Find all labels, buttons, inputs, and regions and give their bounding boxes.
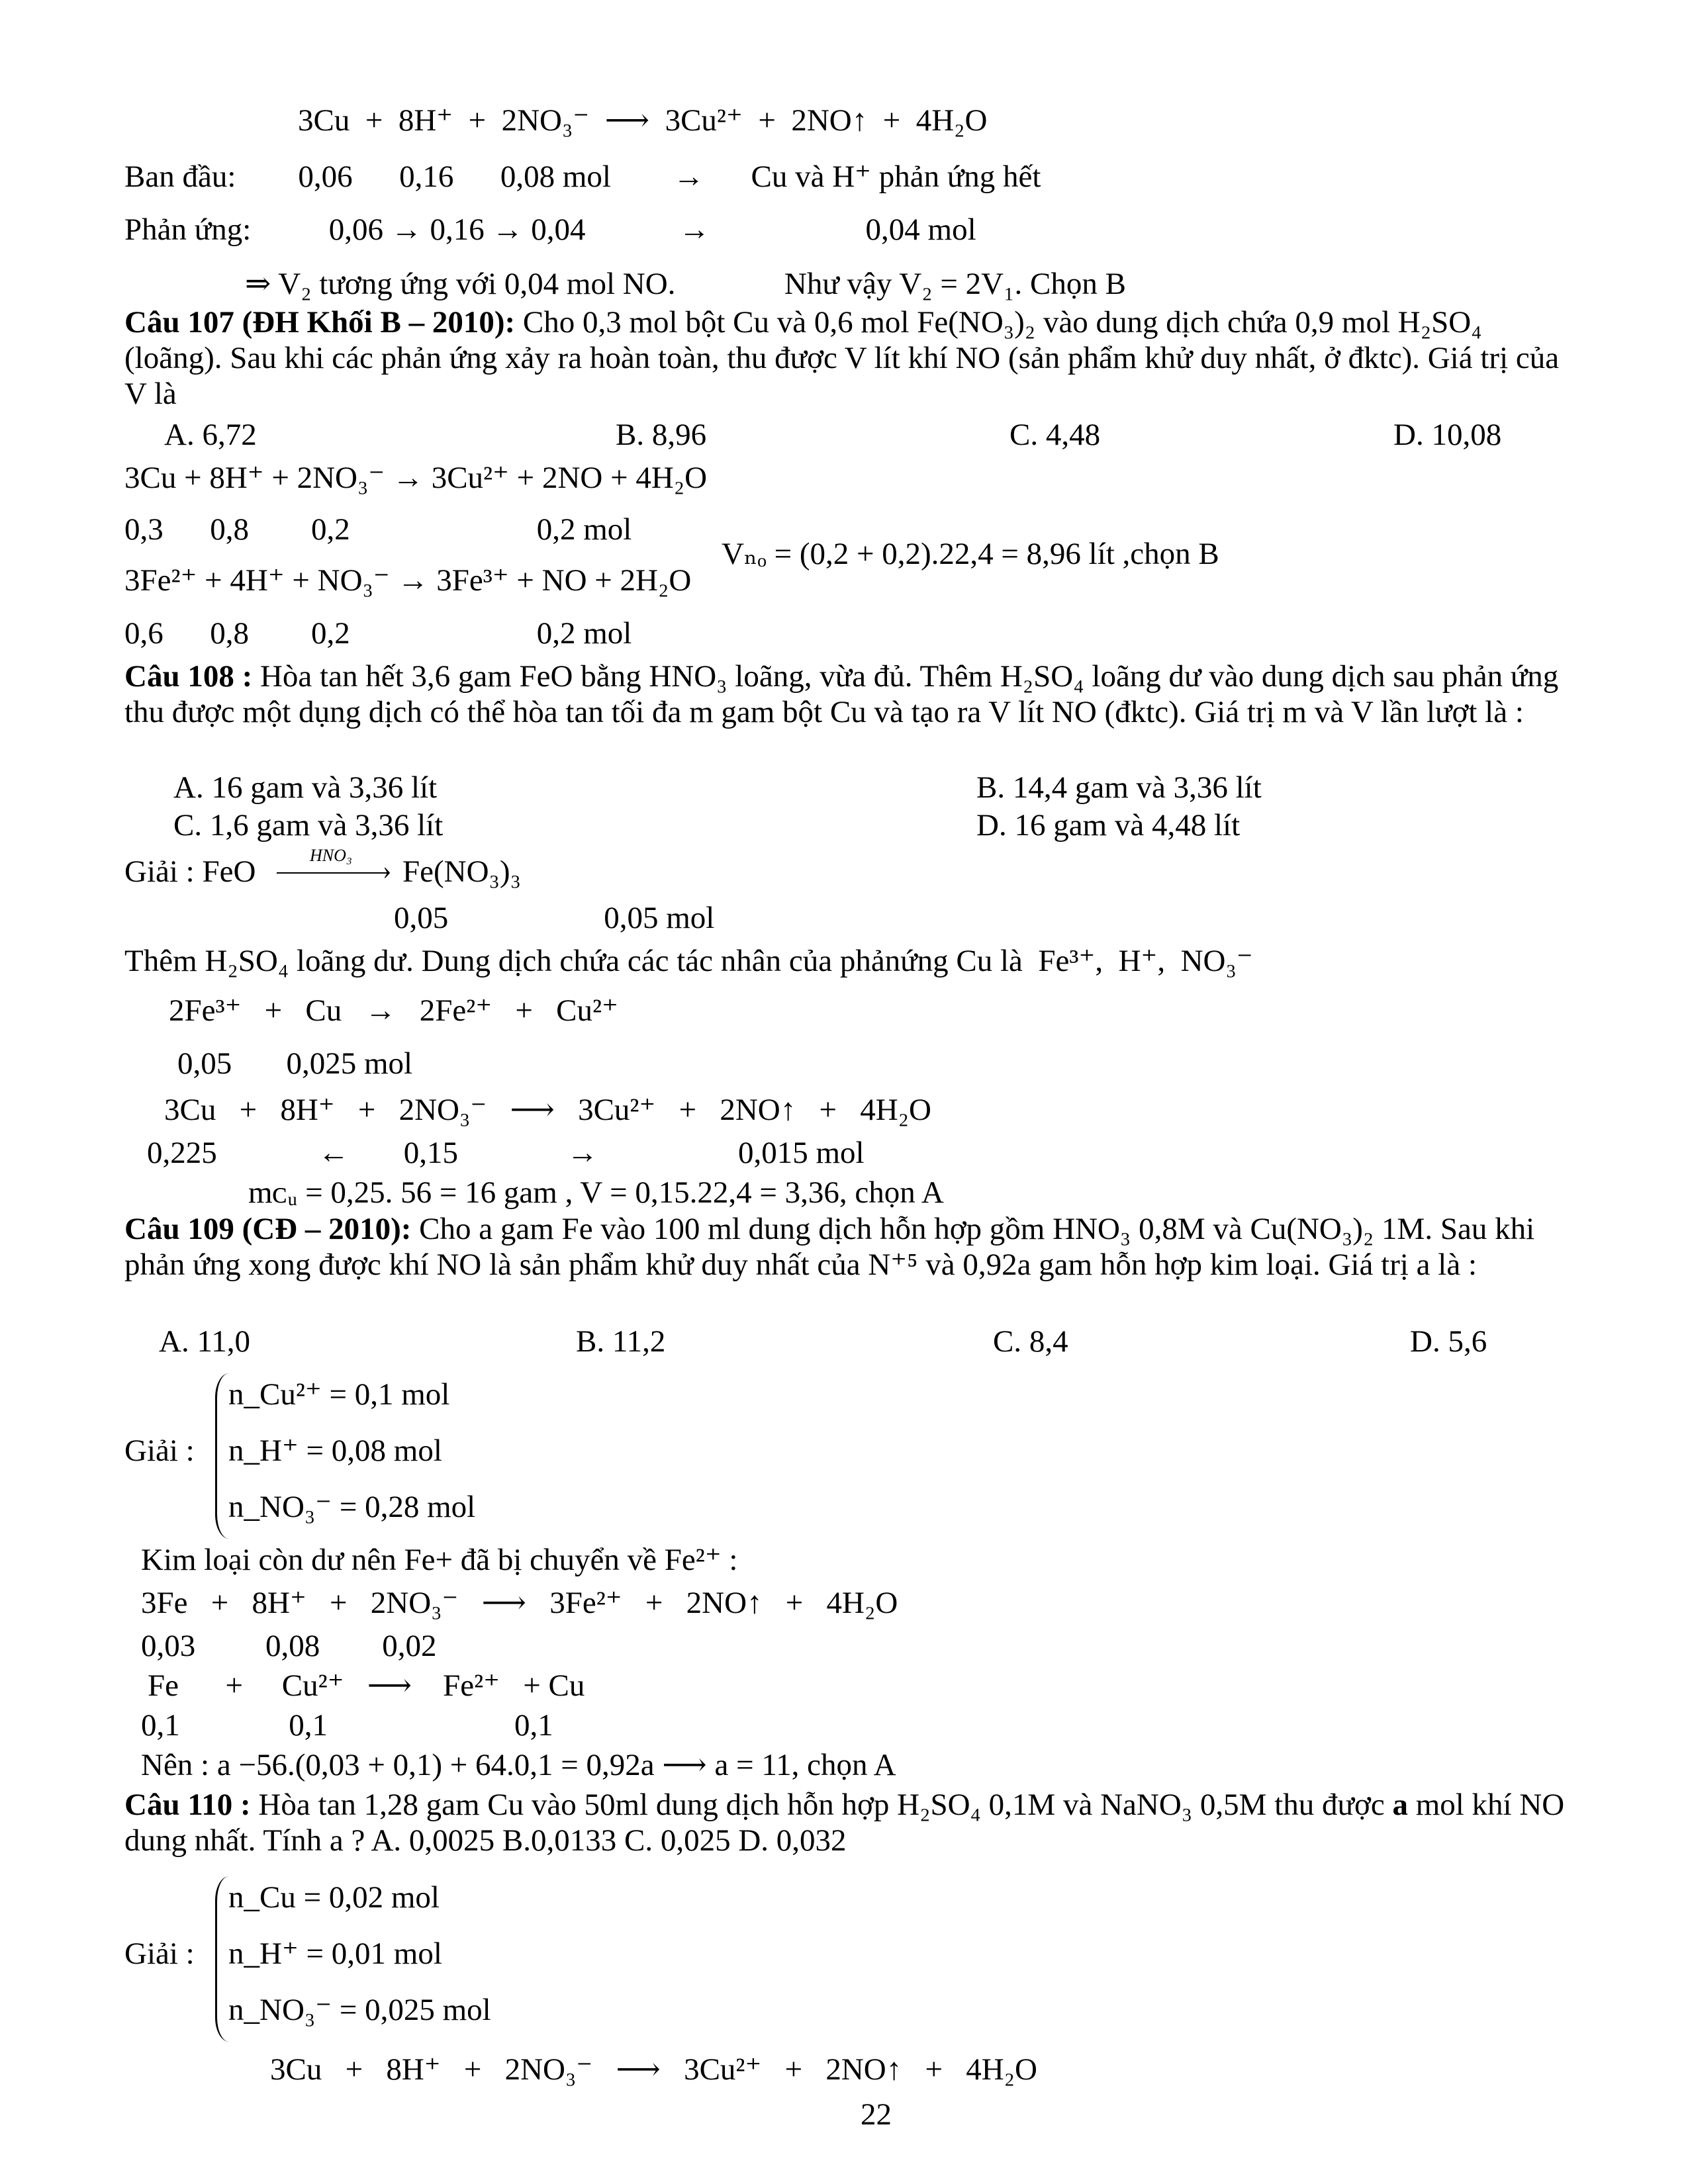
q107-option-a: A. 6,72 [164, 418, 257, 452]
q108-solution-values: 0,05 0,05 mol [394, 901, 715, 935]
q109-equation-2: Fe + Cu²⁺ ⟶ Fe²⁺ + Cu [148, 1668, 585, 1703]
q109-statement [124, 1211, 1581, 1283]
q109-system-cu: n_Cu²⁺ = 0,1 mol [228, 1377, 450, 1412]
q110-system-brace [215, 1876, 229, 2042]
q108-add-text: Thêm H₂SO₄ loãng dư. Dung dịch chứa các tác nhân của phảnứng Cu là Fe³⁺, H⁺, NO₃⁻ [124, 944, 1253, 978]
q107-option-c: C. 4,48 [1009, 418, 1101, 452]
q109-equation-1-values: 0,03 0,08 0,02 [141, 1629, 437, 1663]
q108-reaction-arrow [277, 872, 389, 874]
q108-arrow-head-icon: › [383, 855, 392, 885]
q108-arrow-label: HNO₃ [310, 846, 352, 865]
q108-solution-prefix: Giải : FeO [124, 854, 256, 889]
q107-text: Cho 0,3 mol bột Cu và 0,6 mol Fe(NO₃)₂ vào dung dịch chứa 0,9 mol H₂SO₄ (loãng). Sau khi các phản ứng xảy ra hoàn toàn, thu được V lít khí NO (sản phẩm khử duy nhất, ở đktc). Giá trị của V là [124, 305, 1560, 412]
q108-statement [124, 659, 1581, 730]
top-conclusion: ⇒ V₂ tương ứng với 0,04 mol NO. Như vậy V₂ = 2V₁. Chọn B [245, 267, 1126, 301]
q107-statement [124, 304, 1581, 412]
page-number: 22 [861, 2097, 892, 2132]
q108-option-d: D. 16 gam và 4,48 lít [976, 808, 1241, 842]
q109-label: Câu 109 (CĐ – 2010): [124, 1212, 412, 1246]
q109-option-b: B. 11,2 [576, 1324, 666, 1359]
q110-statement [124, 1787, 1594, 1858]
q108-result: mᴄᵤ = 0,25. 56 = 16 gam , V = 0,15.22,4 = 3,36, chọn A [248, 1175, 944, 1210]
q107-label: Câu 107 (ĐH Khối B – 2010): [124, 305, 516, 340]
q109-option-d: D. 5,6 [1410, 1324, 1487, 1359]
q108-option-c: C. 1,6 gam và 3,36 lít [173, 808, 444, 842]
q108-text: Hòa tan hết 3,6 gam FeO bằng HNO₃ loãng, vừa đủ. Thêm H₂SO₄ loãng dư vào dung dịch sau phản ứng thu được một dụng dịch có thể hòa tan tối đa m gam bột Cu và tạo ra V lít NO (đktc). Giá trị m và V lần lượt là : [124, 659, 1559, 730]
q108-equation-2-values: 0,225 ← 0,15 → 0,015 mol [147, 1136, 865, 1170]
q108-option-b: B. 14,4 gam và 3,36 lít [976, 770, 1262, 805]
q108-option-a: A. 16 gam và 3,36 lít [173, 770, 438, 805]
q110-solution-label: Giải : [124, 1936, 195, 1971]
q110-text-2: mol khí NO dung nhất. Tính a ? A. 0,0025 B.0,0133 C. 0,025 D. 0,032 [124, 1788, 1565, 1858]
q107-option-b: B. 8,96 [616, 418, 707, 452]
q107-equation-2: 3Fe²⁺ + 4H⁺ + NO₃⁻ → 3Fe³⁺ + NO + 2H₂O [124, 563, 692, 598]
q110-label: Câu 110 : [124, 1788, 251, 1822]
q108-equation-1: 2Fe³⁺ + Cu → 2Fe²⁺ + Cu²⁺ [169, 993, 618, 1028]
q107-equation-2-values: 0,6 0,8 0,2 0,2 mol [124, 616, 632, 651]
q110-system-cu: n_Cu = 0,02 mol [228, 1880, 440, 1915]
q109-equation-1: 3Fe + 8H⁺ + 2NO₃⁻ ⟶ 3Fe²⁺ + 2NO↑ + 4H₂O [141, 1586, 898, 1620]
q108-label: Câu 108 : [124, 659, 253, 694]
q109-option-a: A. 11,0 [159, 1324, 250, 1359]
q109-option-c: C. 8,4 [993, 1324, 1068, 1359]
q107-equation-1-values: 0,3 0,8 0,2 0,2 mol [124, 512, 632, 547]
top-initial-row: Ban đầu: 0,06 0,16 0,08 mol → Cu và H⁺ phản ứng hết [124, 159, 1041, 194]
q109-result: Nên : a −56.(0,03 + 0,1) + 64.0,1 = 0,92a ⟶ a = 11, chọn A [141, 1748, 896, 1782]
q109-note: Kim loại còn dư nên Fe+ đã bị chuyển về Fe²⁺ : [141, 1543, 738, 1577]
q109-equation-2-values: 0,1 0,1 0,1 [141, 1708, 553, 1743]
q107-result: Vₙₒ = (0,2 + 0,2).22,4 = 8,96 lít ,chọn B [722, 537, 1219, 571]
top-reaction-row: Phản ứng: 0,06 → 0,16 → 0,04 → 0,04 mol [124, 212, 976, 247]
q109-system-no3: n_NO₃⁻ = 0,28 mol [228, 1490, 476, 1524]
q109-text: Cho a gam Fe vào 100 ml dung dịch hỗn hợp gồm HNO₃ 0,8M và Cu(NO₃)₂ 1M. Sau khi phản ứng xong được khí NO là sản phẩm khử duy nhất của N⁺⁵ và 0,92a gam hỗn hợp kim loại. Giá trị a là : [124, 1212, 1535, 1283]
top-equation: 3Cu + 8H⁺ + 2NO₃⁻ ⟶ 3Cu²⁺ + 2NO↑ + 4H₂O [298, 103, 988, 138]
q110-text: Hòa tan 1,28 gam Cu vào 50ml dung dịch hỗn hợp H₂SO₄ 0,1M và NaNO₃ 0,5M thu được [250, 1788, 1393, 1822]
q110-bold-a: a [1392, 1788, 1408, 1822]
q107-option-d: D. 10,08 [1393, 418, 1502, 452]
q110-system-h: n_H⁺ = 0,01 mol [228, 1936, 442, 1971]
q110-equation-1: 3Cu + 8H⁺ + 2NO₃⁻ ⟶ 3Cu²⁺ + 2NO↑ + 4H₂O [270, 2052, 1037, 2087]
q109-solution-label: Giải : [124, 1433, 195, 1468]
q110-system-no3: n_NO₃⁻ = 0,025 mol [228, 1993, 491, 2027]
q109-system-brace [215, 1373, 229, 1539]
q108-solution-product: Fe(NO₃)₃ [402, 854, 521, 889]
q107-equation-1: 3Cu + 8H⁺ + 2NO₃⁻ → 3Cu²⁺ + 2NO + 4H₂O [124, 461, 708, 495]
q108-equation-1-values: 0,05 0,025 mol [177, 1046, 413, 1081]
q109-system-h: n_H⁺ = 0,08 mol [228, 1433, 442, 1468]
q108-equation-2: 3Cu + 8H⁺ + 2NO₃⁻ ⟶ 3Cu²⁺ + 2NO↑ + 4H₂O [164, 1093, 931, 1127]
